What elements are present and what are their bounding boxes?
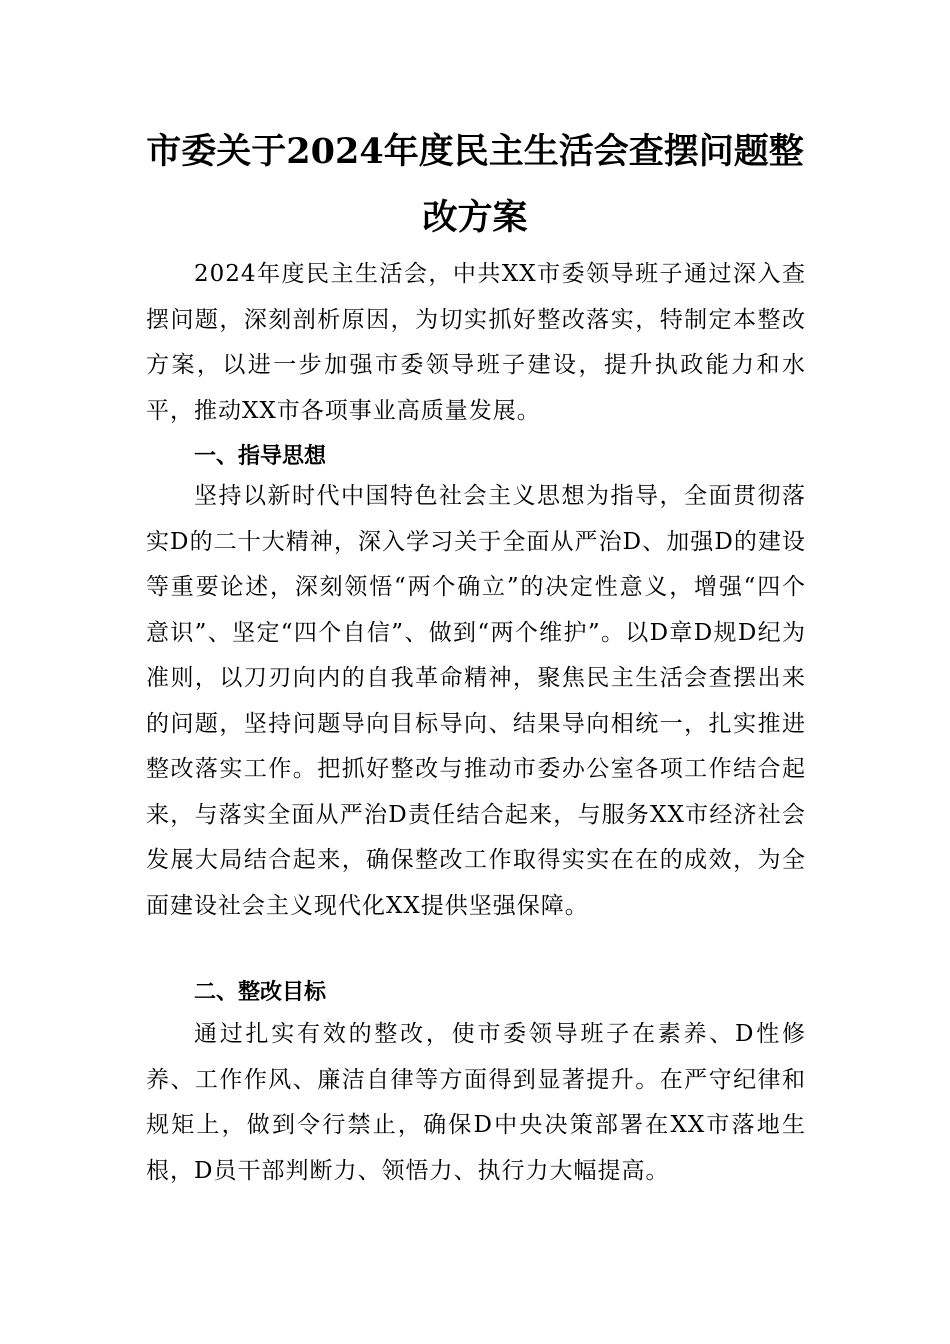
document-title-line-2: 改方案 [422,197,528,238]
document-title-line-1: 市委关于2024年度民主生活会查摆问题整 [146,131,804,172]
section-paragraph-guiding-ideology: 坚持以新时代中国特色社会主义思想为指导，全面贯彻落实D的二十大精神，深入学习关于全面从严治D、加强D的建设等重要论述，深刻领悟“两个确立”的决定性意义，增强“四个意识”、坚定“四个自信”、做到“两个维护”。以D章D规D纪为准则，以刀刃向内的自我革命精神，聚焦民主生活会查摆出来的问题，坚持问题导向目标导向、结果导向相统一，扎实推进整改落实工作。把抓好整改与推动市委办公室各项工作结合起来，与落实全面从严治D责任结合起来，与服务XX市经济社会发展大局结合起来，确保整改工作取得实实在在的成效，为全面建设社会主义现代化XX提供坚强保障。 [146,483,806,919]
section-heading-guiding-ideology: 一、指导思想 [194,444,327,469]
intro-paragraph: 2024年度民主生活会，中共XX市委领导班子通过深入查摆问题，深刻剖析原因，为切实抓好整改落实，特制定本整改方案，以进一步加强市委领导班子建设，提升执政能力和水平，推动XX市各项事业高质量发展。 [146,261,806,424]
section-paragraph-rectification-goals: 通过扎实有效的整改，使市委领导班子在素养、D性修养、工作作风、廉洁自律等方面得到显著提升。在严守纪律和规矩上，做到令行禁止，确保D中央决策部署在XX市落地生根，D员干部判断力、领悟力、执行力大幅提高。 [146,1021,806,1184]
section-heading-rectification-goals: 二、整改目标 [194,980,327,1005]
